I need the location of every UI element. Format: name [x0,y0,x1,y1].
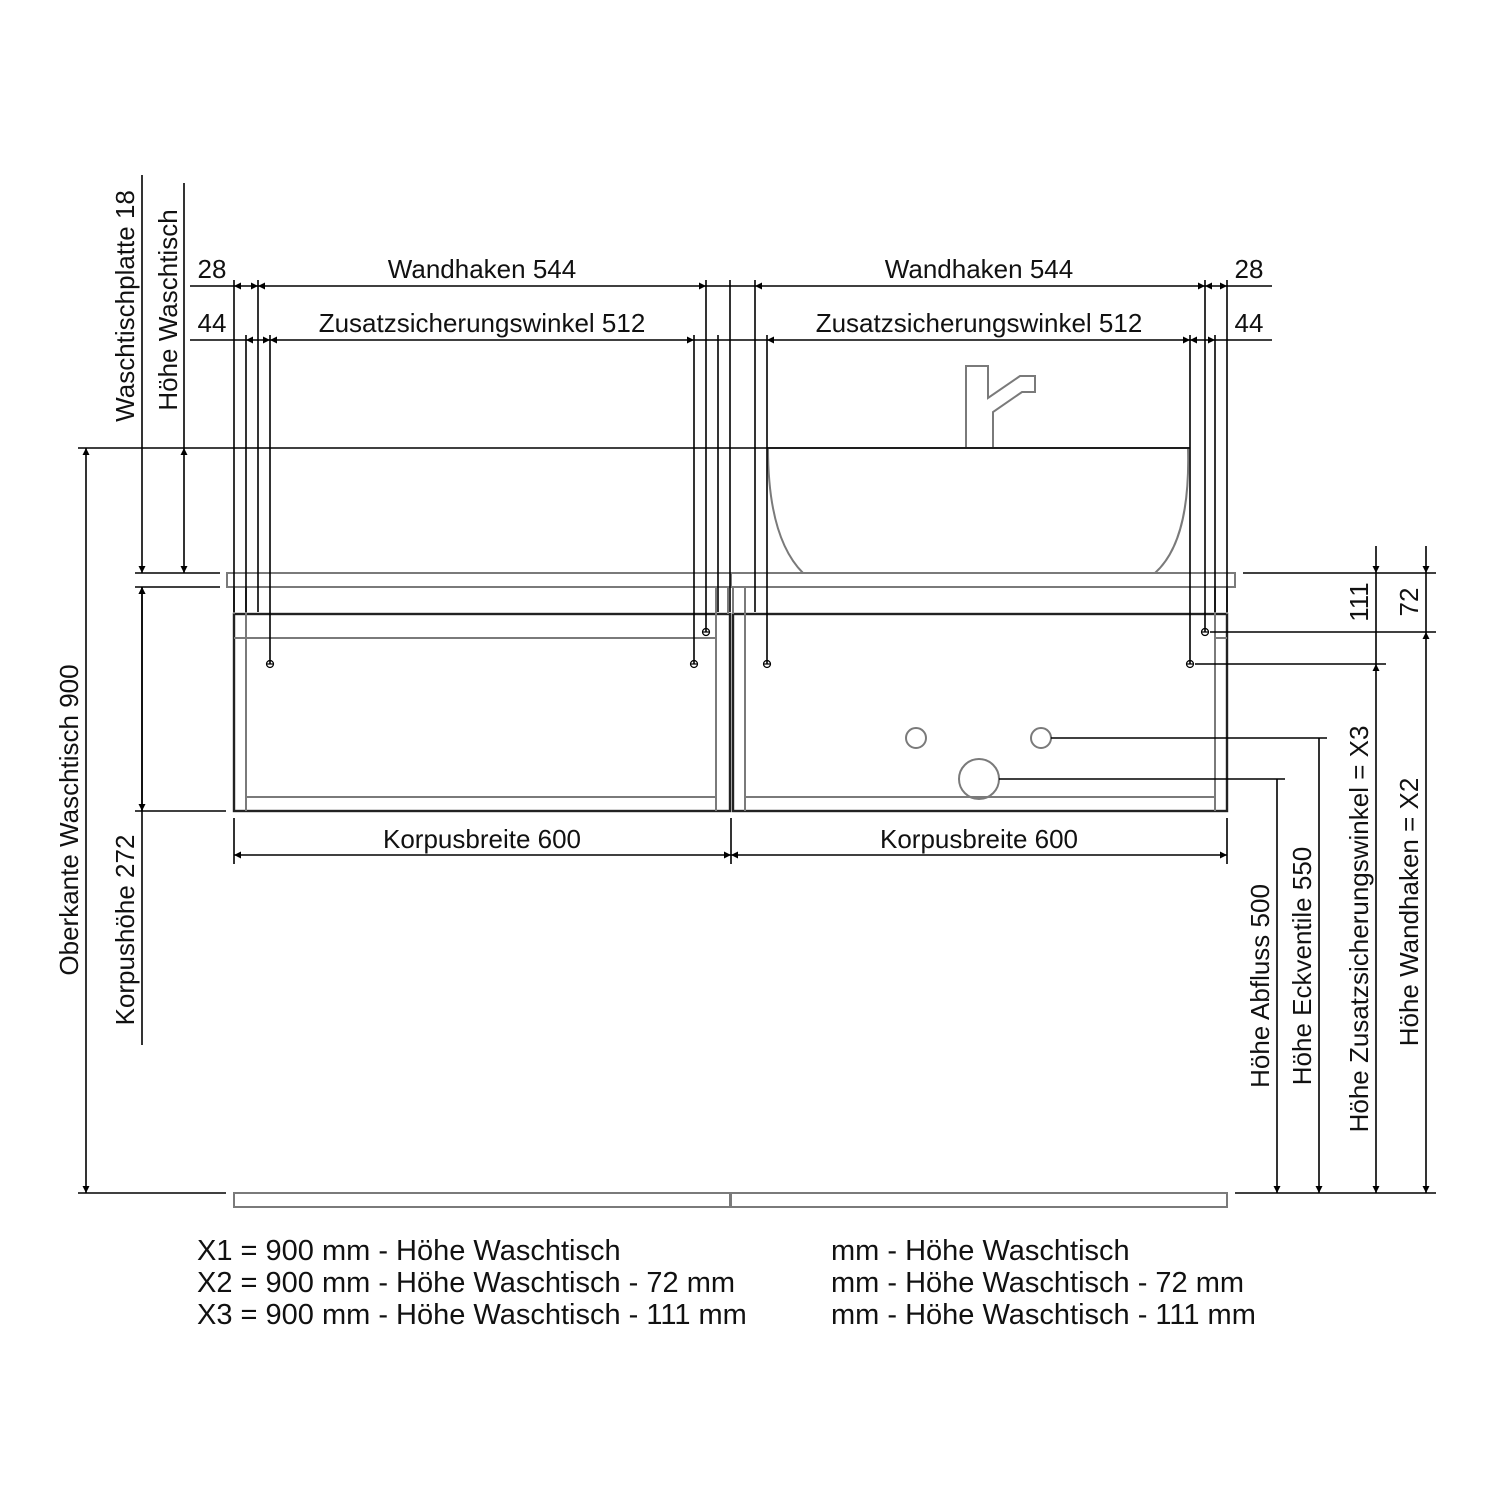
label-left-28: 28 [197,254,227,284]
basin [768,448,1188,573]
right-cabinet [733,614,1227,811]
drain-hole [959,759,999,799]
dimension-labels [54,190,1424,1132]
formula-right-1: mm - Höhe Waschtisch [831,1235,1130,1267]
label-hoehe-waschtisch: Höhe Waschtisch [153,209,183,411]
formula-right-3: mm - Höhe Waschtisch - 111 mm [831,1299,1256,1331]
label-wandhaken-left: Wandhaken 544 [387,254,577,284]
dimension-lines [78,175,1436,1193]
valve-hole-left [906,728,926,748]
label-hoehe-eckventile: Höhe Eckventile 550 [1287,846,1317,1086]
label-korpusbreite-left: Korpusbreite 600 [382,824,582,854]
vanity-drawing [227,366,1235,1207]
label-left-44: 44 [197,308,227,338]
label-wandhaken-right: Wandhaken 544 [884,254,1074,284]
label-right-28: 28 [1234,254,1264,284]
label-72: 72 [1394,587,1424,617]
label-oberkante: Oberkante Waschtisch 900 [54,664,84,976]
label-korpusbreite-right: Korpusbreite 600 [879,824,1079,854]
label-zusatz-left: Zusatzsicherungswinkel 512 [318,308,646,338]
label-hoehe-wandhaken: Höhe Wandhaken = X2 [1394,777,1424,1047]
label-111: 111 [1344,582,1374,622]
wall-hook-screws [267,629,1209,668]
label-zusatz-right: Zusatzsicherungswinkel 512 [815,308,1143,338]
left-cabinet [234,614,730,811]
label-korpushoehe: Korpushöhe 272 [110,834,140,1026]
floor-plinth [234,1193,730,1207]
formula-x3: X3 = 900 mm - Höhe Waschtisch - 111 mm [197,1299,747,1331]
label-hoehe-abfluss: Höhe Abfluss 500 [1245,884,1275,1088]
faucet-icon [966,366,1035,448]
formula-x1: X1 = 900 mm - Höhe Waschtisch [197,1235,621,1267]
label-waschtischplatte: Waschtischplatte 18 [110,190,140,422]
formula-block [197,1235,1256,1331]
label-hoehe-zusatz: Höhe Zusatzsicherungswinkel = X3 [1344,725,1374,1133]
formula-x2: X2 = 900 mm - Höhe Waschtisch - 72 mm [197,1267,736,1299]
valve-hole-right [1031,728,1051,748]
label-right-44: 44 [1234,308,1264,338]
formula-right-2: mm - Höhe Waschtisch - 72 mm [831,1267,1245,1299]
